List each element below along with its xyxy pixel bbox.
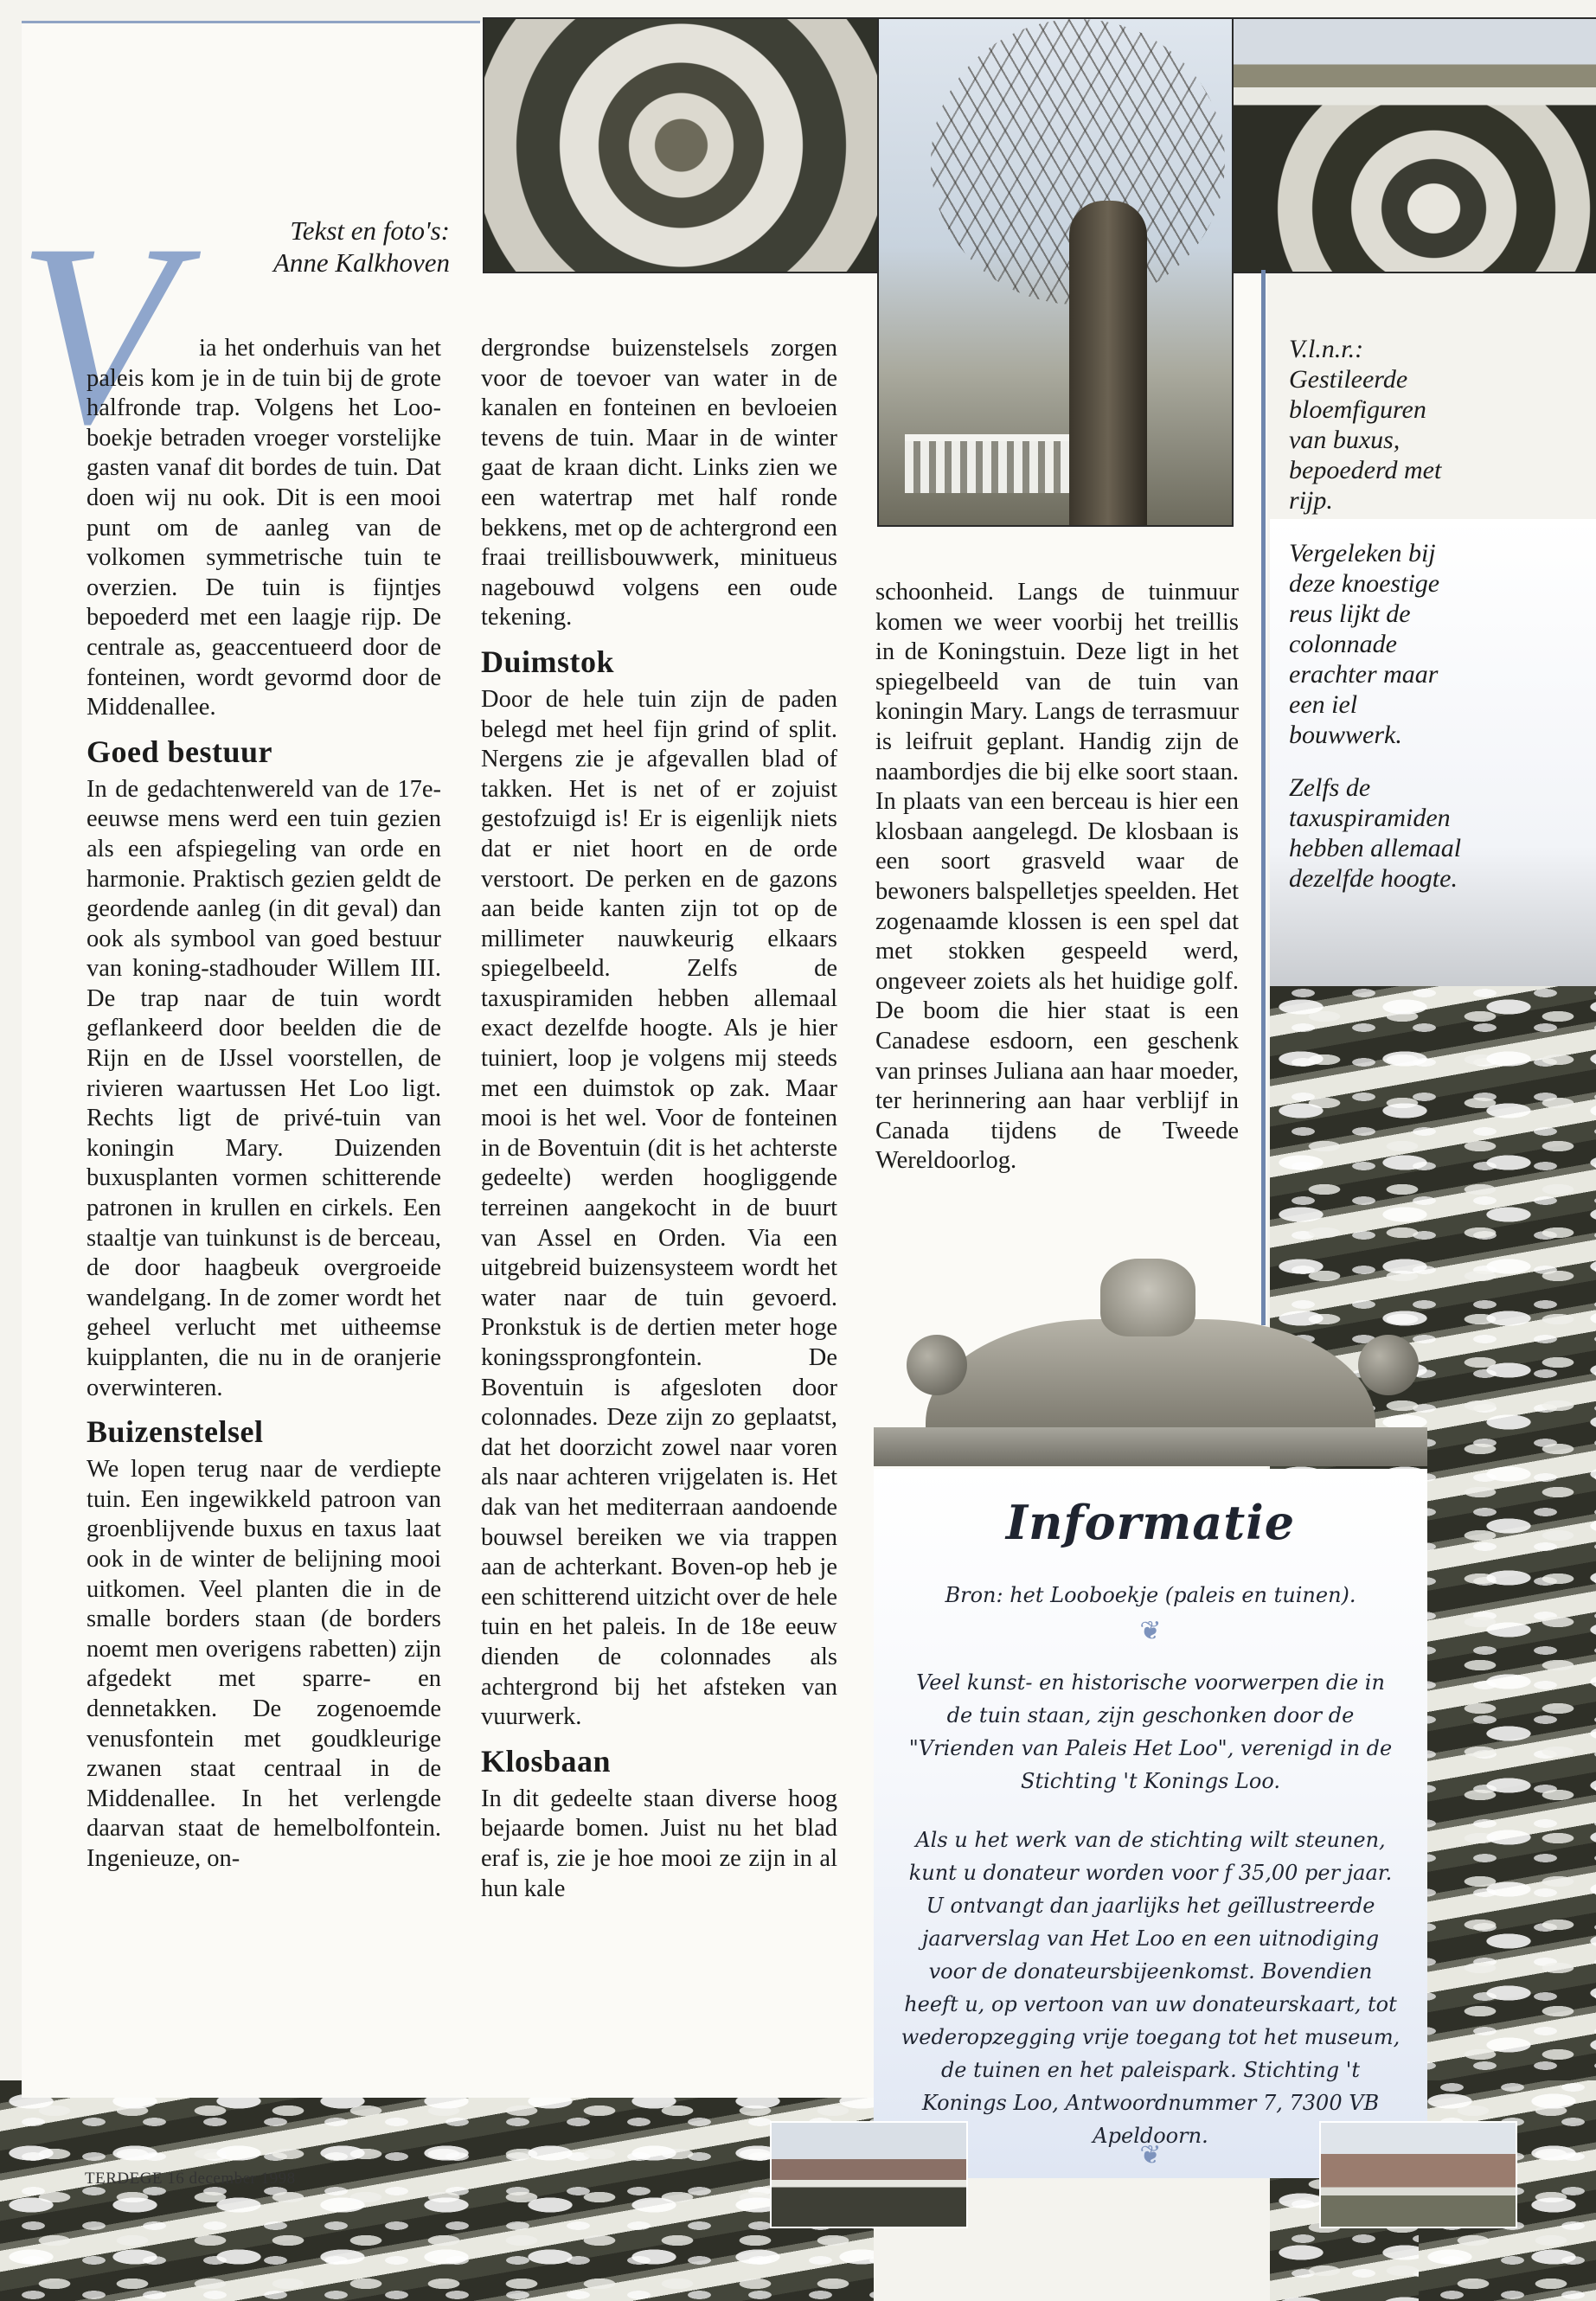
- snowy-garden-backdrop-bottom: [0, 2080, 874, 2301]
- heading-goed-bestuur: Goed bestuur: [87, 734, 273, 769]
- text-column-3: [875, 578, 1239, 1176]
- intro-paragraph: ia het onderhuis van het paleis kom je in de tuin bij de grote halfronde trap. Volgens het Loo-boekje betraden vroeger vorstelijke gasten vanaf dit bordes de tuin. Dat doen wij nu ook. Dit is een mooi punt om de aanleg van de volkomen symmetrische tuin te overzien. De tuin is fijntjes bepoederd met een laagje rijp. De centrale as, geaccentueerd door de fonteinen, wordt gevormd door de Middenallee.: [87, 335, 441, 721]
- drop-cap: V: [17, 190, 176, 478]
- page-footer: TERDEGE 16 december 1998: [85, 2170, 296, 2188]
- stone-ball-left: [907, 1335, 967, 1395]
- stone-ornament: [874, 1259, 1427, 1466]
- caption-3: Zelfs de taxuspiramiden hebben allemaal dezelfde hoogte.: [1289, 773, 1462, 893]
- stone-base: [874, 1427, 1427, 1466]
- heading-klosbaan: Klosbaan: [481, 1743, 612, 1779]
- heart-ornament-icon: ❦: [1139, 2141, 1162, 2170]
- heading-buizenstelsel: Buizenstelsel: [87, 1414, 264, 1450]
- photo-garden-parterre: [1232, 17, 1596, 273]
- caption-1: V.l.n.r.: Gestileerde bloemfiguren van buxus, bepoederd met rijp.: [1289, 335, 1442, 515]
- info-paragraph-1: Veel kunst- en historische voorwerpen die in de tuin staan, zijn geschonken door de "Vrienden van Paleis Het Loo", verenigd in de Stichting 't Konings Loo.: [908, 1670, 1393, 1793]
- paragraph-buizenstelsel: We lopen terug naar de verdiepte tuin. Een ingewikkeld patroon van groenblijvende buxus en taxus laat ook in de winter de belijning mooi uitkomen. Veel planten die in de smalle borders staan (de borders noemt men overigens rabetten) zijn afgedekt met sparre- en dennetakken. De zogenoemde venusfontein met goudkleurige zwanen staat centraal in de Middenallee. In het verlengde daarvan staat de hemelbolfontein. Ingenieuze, on-: [87, 1456, 441, 1872]
- photo-captions: [1289, 334, 1462, 916]
- top-rule: [22, 21, 480, 23]
- photo-palace-facade-small-2: [1319, 2121, 1517, 2228]
- paragraph-klosbaan-continued: schoonheid. Langs de tuinmuur komen we weer voorbij het treillis in de Koningstuin. Deze ligt in het spiegelbeeld van de tuin van koningin Mary. Langs de terrasmuur is leifruit geplant. Handig zijn de naambordjes die bij elke soort staan. In plaats van een berceau is hier een klosbaan aangelegd. De klosbaan is een soort grasveld waar de bewoners balspelletjes speelden. Het zogenaamde klossen is een spel dat met stokken gespeeld werd, ongeveer zoiets als het huidige golf. De boom die hier staat is een Canadese esdoorn, een geschenk van prinses Juliana aan haar moeder, ter herinnering aan haar verblijf in Canada tijdens de Tweede Wereldoorlog.: [875, 579, 1239, 1175]
- heading-duimstok: Duimstok: [481, 644, 615, 679]
- credit-line-2: Anne Kalkhoven: [272, 247, 450, 278]
- heart-ornament-icon: ❦: [1139, 1617, 1162, 1645]
- tree-trunk: [1069, 201, 1147, 527]
- photo-old-tree-colonnade: [877, 17, 1234, 527]
- paragraph-buizenstelsel-continued: dergrondse buizenstelsels zorgen voor de toevoer van water in de kanalen en fonteinen en bevloeien tevens de tuin. Maar in de winter gaat de kraan dicht. Links zien we een watertrap met half ronde bekkens, met op de achtergrond een fraai treillisbouwwerk, minitueus nagebouwd volgens een oude tekening.: [481, 335, 837, 631]
- caption-rule: [1261, 270, 1266, 1325]
- info-paragraph-2: Als u het werk van de stichting wilt steunen, kunt u donateur worden voor f 35,00 per jaar. U ontvangt dan jaarlijks het geïllustreerde jaarverslag van Het Loo en een uitnodiging voor de donateursbijeenkomst. Bovendien heeft u, op vertoon van uw donateurskaart, tot wederopzegging vrije toegang tot het museum, de tuinen en het paleispark. Stichting 't Konings Loo, Antwoordnummer 7, 7300 VB Apeldoorn.: [901, 1828, 1401, 2148]
- info-box: [874, 1469, 1427, 2178]
- paragraph-duimstok: Door de hele tuin zijn de paden belegd met heel fijn grind of split. Nergens zie je afgevallen blad of takken. Het is net of er zojuist gestofzuigd is! Er is eigenlijk niets dat er niet hoort en de orde verstoort. De perken en de gazons aan beide kanten zijn tot op de millimeter nauwkeurig elkaars spiegelbeeld. Zelfs de taxuspiramiden hebben allemaal exact dezelfde hoogte. Als je hier tuiniert, loop je volgens mij steeds met een duimstok op zak. Maar mooi is het wel. Voor de fonteinen in de Boventuin (dit is het achterste gedeelte) werden hoogliggende terreinen aangekocht in de buurt van Assel en Orden. Via een uitgebreid buizensysteem wordt het water naar de tuin gevoerd. Pronkstuk is de dertien meter hoge koningssprongfontein. De Boventuin is afgesloten door colonnades. Deze zijn zo geplaatst, dat het doorzicht zowel naar voren als naar achteren vrijgelaten is. Het dak van het mediterraan aandoende bouwsel bereiken we via trappen aan de achterkant. Boven-op heb je een schitterend uitzicht over de hele tuin en het paleis. In de 18e eeuw dienden de colonnades als achtergrond bij het afsteken van vuurwerk.: [481, 685, 837, 1731]
- stone-arch: [926, 1319, 1375, 1436]
- paragraph-klosbaan: In dit gedeelte staan diverse hoog bejaarde bomen. Juist nu het blad eraf is, zie je hoe mooi ze zijn in al hun kale: [481, 1785, 837, 1902]
- caption-2: Vergeleken bij deze knoestige reus lijkt de colonnade erachter maar een iel bouwwerk.: [1289, 539, 1440, 749]
- credit-line-1: Tekst en foto's:: [290, 215, 450, 246]
- info-title: Informatie: [1005, 1495, 1296, 1550]
- stone-urn: [1100, 1259, 1195, 1336]
- author-credit: [258, 215, 450, 279]
- photo-boxwood-flower-pattern: [483, 17, 880, 273]
- stone-ball-right: [1358, 1335, 1419, 1395]
- colonnade: [905, 434, 1069, 493]
- paragraph-goed-bestuur: In de gedachtenwereld van de 17e-eeuwse mens werd een tuin gezien als een afspiegeling van orde en harmonie. Praktisch gezien geldt de geordende aanleg (in dit geval) dan ook als symbool van goed bestuur van koning-stadhouder Willem III. De trap naar de tuin wordt geflankeerd door beelden die de Rijn en de IJssel voorstellen, de rivieren waartussen Het Loo ligt. Rechts ligt de privé-tuin van koningin Mary. Duizenden buxusplanten vormen schitterende patronen in krullen en cirkels. Een staaltje van tuinkunst is de berceau, de door haagbeuk overgroeide wandelgang. In de zomer wordt het geheel verlucht met uitheemse kuipplanten, die nu in de oranjerie overwinteren.: [87, 775, 441, 1401]
- text-column-2: [481, 334, 837, 1904]
- photo-palace-garden-small-1: [770, 2121, 968, 2228]
- text-column-1: [87, 334, 441, 1875]
- info-source: Bron: het Looboekje (paleis en tuinen).: [945, 1583, 1356, 1607]
